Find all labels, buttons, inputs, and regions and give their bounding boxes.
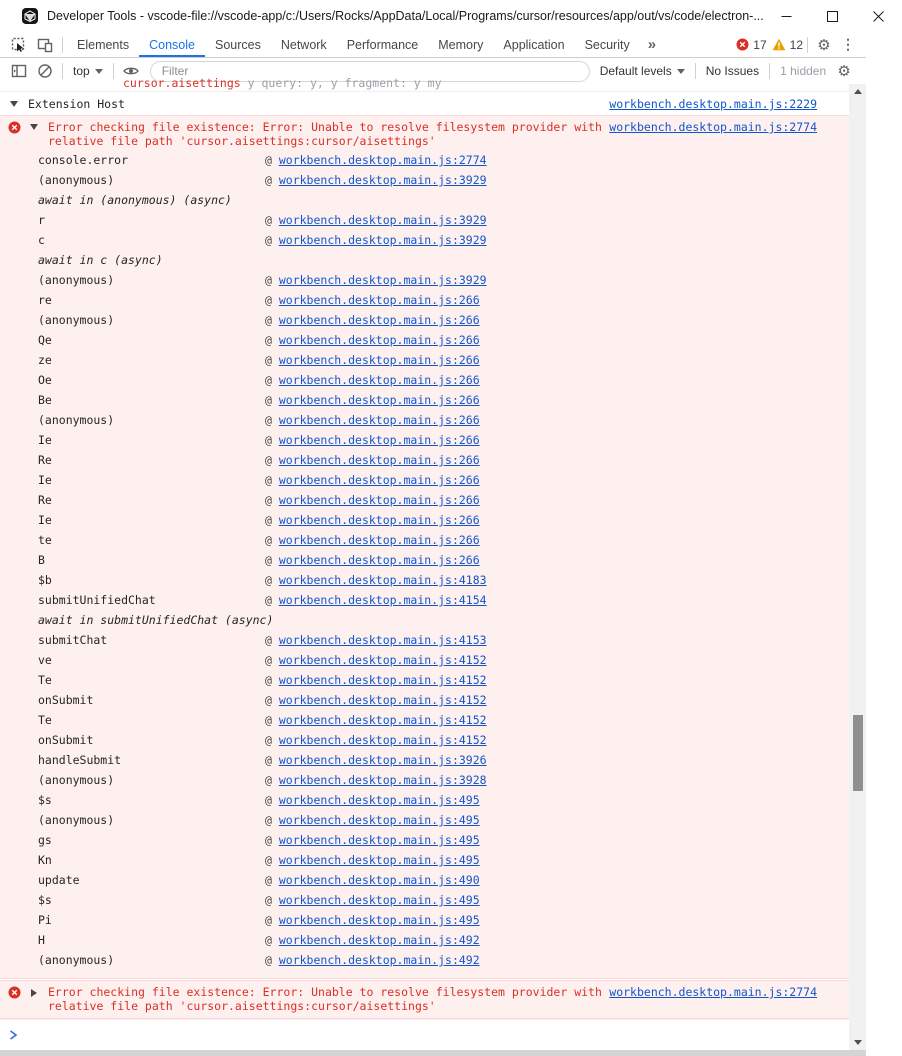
stack-frame-function: (anonymous) (38, 773, 115, 787)
stack-frame-row (8, 550, 841, 570)
stack-frame-function: Oe (38, 373, 52, 387)
source-link[interactable]: workbench.desktop.main.js:495 (278, 813, 480, 827)
stack-frame-row (8, 590, 841, 610)
source-link[interactable]: workbench.desktop.main.js:2774 (609, 985, 817, 999)
source-link[interactable]: workbench.desktop.main.js:266 (278, 453, 480, 467)
clipped-console-message: cursor.aisettings y query: y, y fragment: y my (0, 84, 849, 92)
stack-frame-row (8, 470, 841, 490)
stack-frame-location: @ workbench.desktop.main.js:495 (265, 893, 480, 907)
stack-frame-row (8, 690, 841, 710)
arrow-down-icon (854, 1040, 862, 1045)
stack-frame-location: @ workbench.desktop.main.js:490 (265, 873, 480, 887)
stack-frame-row (8, 730, 841, 750)
stack-frame-function: H (38, 933, 45, 947)
source-link[interactable]: workbench.desktop.main.js:2229 (609, 97, 817, 111)
stack-frame-row (8, 930, 841, 950)
stack-frame-function: Ie (38, 473, 52, 487)
source-link[interactable]: workbench.desktop.main.js:2774 (278, 153, 487, 167)
divider (62, 37, 63, 53)
stack-frame-row (8, 850, 841, 870)
stack-frame-row (8, 450, 841, 470)
stack-frame-location: @ workbench.desktop.main.js:492 (265, 953, 480, 967)
stack-frame-row (8, 650, 841, 670)
vertical-scrollbar[interactable] (849, 84, 866, 1050)
stack-frame-function: B (38, 553, 45, 567)
stack-frame-function: Re (38, 453, 52, 467)
stack-frame-function: r (38, 213, 45, 227)
warning-icon (772, 38, 786, 51)
stack-frame-location: @ workbench.desktop.main.js:266 (265, 453, 480, 467)
stack-frame-row (8, 570, 841, 590)
stack-frame-location: @ workbench.desktop.main.js:4152 (265, 653, 487, 667)
stack-frame-row (8, 790, 841, 810)
stack-frame-function: submitChat (38, 633, 108, 647)
panel-tab[interactable]: Security (584, 37, 630, 52)
stack-frame-function: onSubmit (38, 733, 94, 747)
error-icon (8, 986, 21, 999)
stack-frame-function: $s (38, 793, 52, 807)
source-link[interactable]: workbench.desktop.main.js:490 (278, 873, 480, 887)
stack-frame-location: @ workbench.desktop.main.js:3929 (265, 213, 487, 227)
source-link[interactable]: workbench.desktop.main.js:492 (278, 933, 480, 947)
kebab-menu-icon[interactable]: ⋮ (841, 36, 855, 52)
warning-count-badge[interactable]: 12 (772, 38, 803, 52)
console-messages-pane (0, 76, 849, 1050)
chevron-down-icon (677, 69, 685, 74)
stack-frame-location: @ workbench.desktop.main.js:4183 (265, 573, 487, 587)
stack-frame-location: @ workbench.desktop.main.js:495 (265, 813, 480, 827)
stack-frame-row (8, 770, 841, 790)
stack-frame-function: Qe (38, 333, 52, 347)
source-link[interactable]: workbench.desktop.main.js:3926 (278, 753, 487, 767)
stack-frame-row (8, 830, 841, 850)
source-link[interactable]: workbench.desktop.main.js:3929 (278, 173, 487, 187)
stack-frame-function: Pi (38, 913, 52, 927)
stack-frame-row (8, 710, 841, 730)
stack-frame-location: @ workbench.desktop.main.js:266 (265, 493, 480, 507)
source-link[interactable]: workbench.desktop.main.js:266 (278, 333, 480, 347)
stack-frame-function: await in c (async) (38, 253, 163, 267)
panel-tab[interactable]: Performance (346, 37, 419, 52)
stack-frame-location: @ workbench.desktop.main.js:4152 (265, 673, 487, 687)
source-link[interactable]: workbench.desktop.main.js:266 (278, 293, 480, 307)
stack-frame-location: @ workbench.desktop.main.js:266 (265, 413, 480, 427)
expanded-error-message (0, 115, 849, 979)
stack-frame-function: onSubmit (38, 693, 94, 707)
log-levels-dropdown[interactable]: Default levels (594, 64, 691, 78)
error-text: Error checking file existence: Error: Unable to resolve filesystem provider with relative file path 'cursor.aisettings:cursor/aisettings' (48, 120, 602, 148)
source-link[interactable]: workbench.desktop.main.js:492 (278, 953, 480, 967)
stack-frame-function: ze (38, 353, 52, 367)
stack-frame-function: update (38, 873, 80, 887)
stack-frame-row (8, 270, 841, 290)
stack-frame-location: @ workbench.desktop.main.js:266 (265, 373, 480, 387)
minimize-button[interactable] (764, 0, 810, 32)
divider (769, 63, 770, 79)
stack-frame-row (8, 370, 841, 390)
stack-frame-row (8, 890, 841, 910)
divider (62, 63, 63, 79)
stack-frame-location: @ workbench.desktop.main.js:492 (265, 933, 480, 947)
stack-frame-row (8, 190, 841, 210)
stack-frame-function: await in (anonymous) (async) (38, 193, 232, 207)
stack-frame-location: @ workbench.desktop.main.js:4152 (265, 733, 487, 747)
source-link[interactable]: workbench.desktop.main.js:266 (278, 533, 480, 547)
stack-frame-location: @ workbench.desktop.main.js:266 (265, 333, 480, 347)
source-link[interactable]: workbench.desktop.main.js:266 (278, 433, 480, 447)
inspect-element-icon[interactable] (6, 32, 32, 57)
source-link[interactable]: workbench.desktop.main.js:4183 (278, 573, 487, 587)
source-link[interactable]: workbench.desktop.main.js:3929 (278, 273, 487, 287)
source-link[interactable]: workbench.desktop.main.js:3929 (278, 233, 487, 247)
stack-frame-row (8, 750, 841, 770)
error-icon (8, 121, 21, 134)
source-link[interactable]: workbench.desktop.main.js:266 (278, 413, 480, 427)
collapsed-error-message (0, 980, 849, 1019)
source-link[interactable]: workbench.desktop.main.js:495 (278, 793, 480, 807)
stack-frame-row (8, 510, 841, 530)
context-selector[interactable]: top (67, 64, 109, 78)
window-bottom-edge (0, 1050, 866, 1056)
stack-frame-function: (anonymous) (38, 813, 115, 827)
source-link[interactable]: workbench.desktop.main.js:266 (278, 493, 480, 507)
stack-frame-function: (anonymous) (38, 313, 115, 327)
stack-frame-function: console.error (38, 153, 129, 167)
stack-frame-location: @ workbench.desktop.main.js:3929 (265, 273, 487, 287)
stack-frame-location: @ workbench.desktop.main.js:266 (265, 533, 480, 547)
divider (113, 63, 114, 79)
window-title: Developer Tools - vscode-file://vscode-app/c:/Users/Rocks/AppData/Local/Programs/cursor/resources/app/out/vs/code/electron-... (47, 9, 764, 23)
scroll-up-button[interactable] (849, 84, 866, 99)
stack-frame-function: Ie (38, 513, 52, 527)
console-sidebar-toggle-icon[interactable] (6, 63, 32, 79)
source-link[interactable]: workbench.desktop.main.js:495 (278, 833, 480, 847)
stack-frame-row (8, 330, 841, 350)
close-button[interactable] (856, 0, 902, 32)
stack-frame-function: Be (38, 393, 52, 407)
stack-frame-location: @ workbench.desktop.main.js:3926 (265, 753, 487, 767)
collapse-triangle-icon[interactable] (10, 101, 18, 107)
stack-frame-row (8, 230, 841, 250)
source-link[interactable]: workbench.desktop.main.js:266 (278, 313, 480, 327)
stack-frame-row (8, 530, 841, 550)
source-link[interactable]: workbench.desktop.main.js:266 (278, 513, 480, 527)
stack-frame-location: @ workbench.desktop.main.js:4152 (265, 693, 487, 707)
source-link[interactable]: workbench.desktop.main.js:4152 (278, 733, 487, 747)
error-count-badge[interactable]: 17 (736, 38, 766, 52)
error-icon (736, 38, 749, 51)
stack-frame-function: c (38, 233, 45, 247)
source-link[interactable]: workbench.desktop.main.js:4152 (278, 653, 487, 667)
stack-frame-location: @ workbench.desktop.main.js:2774 (265, 153, 487, 167)
divider (695, 63, 696, 79)
stack-frame-location: @ workbench.desktop.main.js:266 (265, 293, 480, 307)
stack-frame-function: ve (38, 653, 52, 667)
stack-frame-function: Re (38, 493, 52, 507)
console-prompt[interactable] (0, 1019, 849, 1053)
stack-frame-location: @ workbench.desktop.main.js:4152 (265, 713, 487, 727)
console-settings-gear-icon[interactable]: ⚙ (837, 63, 851, 80)
prompt-chevron-icon (9, 1029, 18, 1041)
panel-tab[interactable]: Elements (77, 37, 130, 52)
source-link[interactable]: workbench.desktop.main.js:266 (278, 393, 480, 407)
stack-frame-location: @ workbench.desktop.main.js:266 (265, 433, 480, 447)
source-link[interactable]: workbench.desktop.main.js:3929 (278, 213, 487, 227)
stack-frame-function: re (38, 293, 52, 307)
source-link[interactable]: workbench.desktop.main.js:4153 (278, 633, 487, 647)
arrow-up-icon (854, 89, 862, 94)
stack-frame-row (8, 870, 841, 890)
hidden-messages-label[interactable]: 1 hidden (780, 64, 827, 78)
stack-frame-location: @ workbench.desktop.main.js:4154 (265, 593, 487, 607)
source-link[interactable]: workbench.desktop.main.js:266 (278, 473, 480, 487)
stack-frame-location: @ workbench.desktop.main.js:4153 (265, 633, 487, 647)
stack-frame-row (8, 490, 841, 510)
source-link[interactable]: workbench.desktop.main.js:4152 (278, 673, 487, 687)
stack-frame-function: Ie (38, 433, 52, 447)
source-link[interactable]: workbench.desktop.main.js:4154 (278, 593, 487, 607)
window-titlebar (0, 0, 866, 32)
stack-frame-function: (anonymous) (38, 953, 115, 967)
scrollbar-thumb[interactable] (853, 715, 863, 791)
error-text: Error checking file existence: Error: Unable to resolve filesystem provider with relative file path 'cursor.aisettings:cursor/aisettings' (48, 985, 602, 1013)
stack-frame-location: @ workbench.desktop.main.js:266 (265, 313, 480, 327)
stack-frame-location: @ workbench.desktop.main.js:495 (265, 793, 480, 807)
stack-frame-location: @ workbench.desktop.main.js:266 (265, 513, 480, 527)
stack-frame-row (8, 290, 841, 310)
source-link[interactable]: workbench.desktop.main.js:266 (278, 553, 480, 567)
stack-frame-location: @ workbench.desktop.main.js:495 (265, 833, 480, 847)
stack-frame-row (8, 350, 841, 370)
stack-frame-row (8, 210, 841, 230)
devtools-tabbar (0, 32, 866, 58)
collapse-triangle-icon[interactable] (30, 124, 38, 130)
panel-tab[interactable]: Memory (438, 37, 484, 52)
stack-frame-row (8, 630, 841, 650)
stack-frame-function: $b (38, 573, 52, 587)
expand-triangle-icon[interactable] (31, 989, 37, 997)
stack-frame-function: Kn (38, 853, 52, 867)
panel-tabs (67, 32, 640, 57)
stack-frame-function: $s (38, 893, 52, 907)
stack-frame-function: (anonymous) (38, 273, 115, 287)
source-link[interactable]: workbench.desktop.main.js:266 (278, 373, 480, 387)
stack-frame-location: @ workbench.desktop.main.js:3929 (265, 173, 487, 187)
more-panels-icon[interactable]: » (647, 36, 656, 53)
maximize-button[interactable] (810, 0, 856, 32)
source-link[interactable]: workbench.desktop.main.js:4152 (278, 713, 487, 727)
stack-frame-function: (anonymous) (38, 413, 115, 427)
stack-frame-location: @ workbench.desktop.main.js:266 (265, 353, 480, 367)
stack-frame-function: gs (38, 833, 52, 847)
stack-frame-location: @ workbench.desktop.main.js:495 (265, 853, 480, 867)
settings-gear-icon[interactable]: ⚙ (817, 36, 831, 54)
stack-frame-location: @ workbench.desktop.main.js:3928 (265, 773, 487, 787)
panel-tab[interactable]: Console (139, 32, 205, 57)
source-link[interactable]: workbench.desktop.main.js:2774 (609, 120, 817, 134)
stack-trace (8, 150, 841, 970)
source-link[interactable]: workbench.desktop.main.js:4152 (278, 693, 487, 707)
stack-frame-location: @ workbench.desktop.main.js:266 (265, 393, 480, 407)
stack-frame-location: @ workbench.desktop.main.js:495 (265, 913, 480, 927)
source-link[interactable]: workbench.desktop.main.js:495 (278, 853, 480, 867)
stack-frame-row (8, 430, 841, 450)
stack-frame-row (8, 410, 841, 430)
stack-frame-row (8, 250, 841, 270)
stack-frame-row (8, 950, 841, 970)
stack-frame-row (8, 170, 841, 190)
divider (807, 37, 808, 53)
stack-frame-function: handleSubmit (38, 753, 122, 767)
scroll-down-button[interactable] (849, 1035, 866, 1050)
source-link[interactable]: workbench.desktop.main.js:266 (278, 353, 480, 367)
console-group-extension-host[interactable] (0, 92, 849, 115)
panel-tab[interactable]: Sources (214, 37, 261, 52)
group-label: Extension Host (28, 96, 125, 111)
stack-frame-location: @ workbench.desktop.main.js:3929 (265, 233, 487, 247)
device-toolbar-icon[interactable] (32, 32, 58, 57)
stack-frame-row (8, 670, 841, 690)
stack-frame-row (8, 810, 841, 830)
stack-frame-function: te (38, 533, 52, 547)
stack-frame-function: await in submitUnifiedChat (async) (38, 613, 274, 627)
stack-frame-function: (anonymous) (38, 173, 115, 187)
stack-frame-location: @ workbench.desktop.main.js:266 (265, 473, 480, 487)
stack-frame-row (8, 310, 841, 330)
stack-frame-row (8, 150, 841, 170)
cursor-app-icon (22, 8, 38, 24)
stack-frame-function: Te (38, 673, 52, 687)
chevron-down-icon (95, 69, 103, 74)
stack-frame-row (8, 390, 841, 410)
source-link[interactable]: workbench.desktop.main.js:3928 (278, 773, 487, 787)
stack-frame-function: submitUnifiedChat (38, 593, 156, 607)
stack-frame-row (8, 610, 841, 630)
stack-frame-function: Te (38, 713, 52, 727)
no-issues-label[interactable]: No Issues (705, 64, 760, 78)
stack-frame-location: @ workbench.desktop.main.js:266 (265, 553, 480, 567)
panel-tab[interactable]: Application (503, 37, 565, 52)
stack-frame-row (8, 910, 841, 930)
source-link[interactable]: workbench.desktop.main.js:495 (278, 913, 480, 927)
clear-console-icon[interactable] (32, 63, 58, 79)
source-link[interactable]: workbench.desktop.main.js:495 (278, 893, 480, 907)
panel-tab[interactable]: Network (280, 37, 327, 52)
